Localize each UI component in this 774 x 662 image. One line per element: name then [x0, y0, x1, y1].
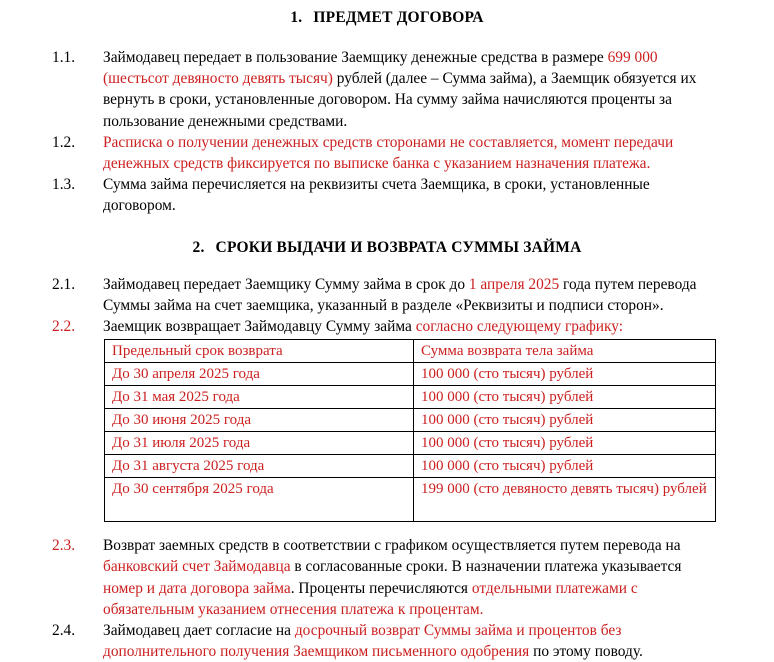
clause-1-1-run-0: Займодавец передает в пользование Заемщику денежные средства в размере: [103, 49, 608, 66]
section-1-number: 1.: [290, 9, 303, 26]
clause-2-4-run-2: по этому поводу.: [529, 643, 643, 661]
repayment-schedule-table: [104, 339, 716, 522]
table-row: [105, 455, 716, 478]
clause-2-2-run-0: Заемщик возвращает Займодавцу Сумму займа: [103, 318, 416, 336]
clause-1-1-body: [103, 47, 774, 132]
spacer-after-heading-1: [0, 27, 774, 47]
clause-1-3-run-0: Сумма займа перечисляется на реквизиты счета Заемщика, в сроки, установленные договором.: [103, 176, 650, 215]
clause-1-3-body: [103, 174, 774, 216]
clause-2-3-run-4: . Проценты перечисляются: [290, 579, 472, 597]
clause-2-3-run-5: отдельными платежами с обязательным указанием отнесения платежа к процентам.: [103, 579, 638, 618]
table-cell-amount: 100 000 (сто тысяч) рублей: [414, 432, 716, 455]
clause-1-2: [0, 132, 774, 174]
clause-2-2-body: [103, 316, 774, 337]
clause-2-1-run-1-date: 1 апреля 2025: [468, 275, 560, 293]
clause-2-2-number: 2.2.: [52, 318, 76, 336]
clause-1-1-number: 1.1.: [52, 49, 76, 66]
clause-2-3-run-2: в согласованные сроки. В назначении платежа указывается: [290, 558, 682, 576]
table-cell-amount: 100 000 (сто тысяч) рублей: [414, 455, 716, 478]
clause-1-2-number: 1.2.: [52, 133, 76, 151]
clause-2-4-run-0: Займодавец дает согласие на: [103, 622, 295, 640]
clause-1-2-body: [103, 132, 774, 174]
table-header-deadline: Предельный срок возврата: [105, 340, 414, 363]
clause-2-3-body: [103, 535, 774, 620]
clause-1-3: [0, 174, 774, 216]
clause-2-1-number: 2.1.: [52, 275, 76, 293]
section-2-title: СРОКИ ВЫДАЧИ И ВОЗВРАТА СУММЫ ЗАЙМА: [215, 238, 582, 256]
clause-2-2-run-1: согласно следующему графику:: [415, 318, 624, 336]
clause-2-3: [0, 535, 774, 620]
clause-2-4-number: 2.4.: [52, 622, 76, 640]
clause-2-3-run-3: номер и дата договора займа: [103, 579, 291, 597]
clause-2-1-run-0: Займодавец передает Заемщику Сумму займа в срок до: [103, 275, 469, 293]
clause-1-2-run-0: Расписка о получении денежных средств сторонами не составляется, момент передачи денежных средств фиксируется по выписке банка с указанием назначения платежа.: [103, 133, 674, 173]
table-row: [105, 432, 716, 455]
clause-2-1-body: [103, 274, 774, 316]
spacer-before-heading-2: [0, 217, 774, 239]
table-cell-amount: 100 000 (сто тысяч) рублей: [414, 409, 716, 432]
table-header-amount: Сумма возврата тела займа: [414, 340, 716, 363]
table-cell-amount: 100 000 (сто тысяч) рублей: [414, 386, 716, 409]
table-cell-deadline: До 30 сентября 2025 года: [105, 478, 414, 522]
clause-2-1-run-2: года путем перевода Суммы займа на счет заемщика, указанный в разделе «Реквизиты и подписи сторон».: [103, 275, 697, 314]
table-row: [105, 478, 716, 522]
spacer-after-heading-2: [0, 257, 774, 274]
table-row: [105, 409, 716, 432]
repayment-schedule-table-wrapper: [0, 339, 774, 522]
clause-2-3-run-1: банковский счет Займодавца: [103, 558, 291, 576]
table-cell-amount: 199 000 (сто девяносто девять тысяч) рублей: [414, 478, 716, 522]
section-2-heading: [0, 239, 774, 257]
clause-1-3-number: 1.3.: [52, 176, 76, 194]
table-cell-deadline: До 31 июля 2025 года: [105, 432, 414, 455]
table-cell-deadline: До 30 апреля 2025 года: [105, 363, 414, 386]
table-cell-amount: 100 000 (сто тысяч) рублей: [414, 363, 716, 386]
clause-1-1-run-1-amount: 699 000 (шестьсот девяносто девять тысяч): [103, 49, 658, 88]
section-1-title: ПРЕДМЕТ ДОГОВОРА: [313, 9, 484, 26]
table-row: [105, 386, 716, 409]
clause-2-4-run-1: досрочный возврат Суммы займа и процентов без дополнительного получения Заемщиком письменного одобрения: [103, 622, 622, 661]
clause-2-4-body: [103, 620, 774, 662]
clause-2-3-number: 2.3.: [52, 537, 76, 555]
clause-2-2: [0, 316, 774, 337]
section-1-heading: [0, 0, 774, 27]
clause-1-1-run-2: рублей (далее – Сумма займа), а Заемщик обязуется их вернуть в сроки, установленные договором. На сумму займа начисляются проценты за пользование денежными средствами.: [103, 70, 697, 130]
table-cell-deadline: До 30 июня 2025 года: [105, 409, 414, 432]
clause-2-4: [0, 620, 774, 662]
spacer-after-table: [0, 522, 774, 535]
clause-2-3-run-0: Возврат заемных средств в соответствии с графиком осуществляется путем перевода на: [103, 537, 681, 555]
clause-1-1: [0, 47, 774, 132]
table-cell-deadline: До 31 августа 2025 года: [105, 455, 414, 478]
clause-2-1: [0, 274, 774, 316]
table-cell-deadline: До 31 мая 2025 года: [105, 386, 414, 409]
section-2-number: 2.: [192, 238, 205, 256]
table-header-row: [105, 340, 716, 363]
table-row: [105, 363, 716, 386]
